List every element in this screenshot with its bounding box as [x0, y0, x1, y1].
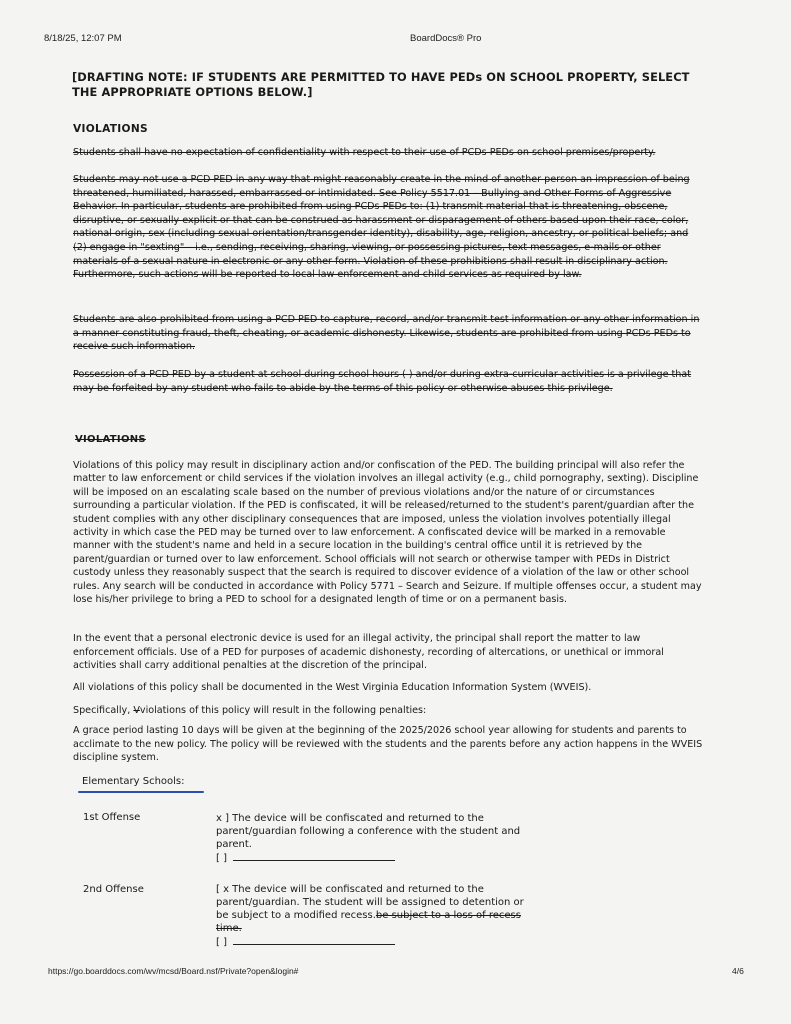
app-title: BoardDocs® Pro [410, 33, 482, 44]
footer-page-number: 4/6 [732, 966, 744, 976]
print-timestamp: 8/18/25, 12:07 PM [44, 33, 122, 44]
offense-2-blank-option [216, 935, 536, 949]
offense-2-struck-tail: be subject to a loss of recess [375, 910, 521, 921]
offense-1-label: 1st Offense [83, 812, 141, 823]
specifically-prefix: Specifically, [73, 705, 134, 716]
drafting-note: [DRAFTING NOTE: IF STUDENTS ARE PERMITTED TO HAVE PEDs ON SCHOOL PROPERTY, SELECT THE APPROPRIATE OPTIONS BELOW.] [72, 70, 690, 99]
elementary-schools-label: Elementary Schools: [82, 776, 185, 787]
specifically-struck-letter: V [133, 705, 140, 716]
offense-1-line-2: parent/guardian following a conference with the student and [216, 826, 521, 837]
offense-2-blank-checkbox: [ ] [216, 937, 227, 948]
offense-2-line-3 [216, 909, 536, 922]
paragraph-grace-period: A grace period lasting 10 days will be given at the beginning of the 2025/2026 school year allowing for students and parents to acclimate to the new policy. The policy will be reviewed with the students and the parents before any action happens in the WVEIS discipline system. [73, 725, 703, 764]
offense-1-line-1: x ] The device will be confiscated and returned to the [216, 813, 484, 824]
violations-heading-struck: VIOLATIONS [75, 434, 146, 445]
struck-paragraph-possession: Possession of a PCD PED by a student at school during school hours ( ) and/or during extra-curricular activities is a privilege that may be forfeited by any student who fails to abide by the terms of this policy or otherwise abuses this privilege. [73, 369, 692, 394]
offense-1-text [216, 812, 536, 865]
paragraph-violations-discipline: Violations of this policy may result in disciplinary action and/or confiscation of the PED. The building principal will also refer the matter to law enforcement or child services if the violation involves an illegal activity (e.g., child pornography, sexting). Discipline will be imposed on an escalating scale based on the number of previous violations and/or the nature of or circumstances surrounding a particular violation. If the PED is confiscated, it will be released/returned to the student's parent/guardian after the student complies with any other disciplinary consequences that are imposed, unless the violation involves potentially illegal activity in which case the PED may be turned over to law enforcement. A confiscated device will be marked in a removable manner with the student's name and held in a secure location in the building's central office until it is retrieved by the parent/guardian or turned over to law enforcement. School officials will not search or otherwise tamper with PEDs in District custody unless they reasonably suspect that the search is required to discover evidence of a violation of the law or other school rules. Any search will be conducted in accordance with Policy 5771 – Search and Seizure. If multiple offenses occur, a student may lose his/her privilege to bring a PED to school for a designated length of time or on a permanent basis. [73, 460, 702, 606]
struck-paragraph-prohibited-uses: Students may not use a PCD PED in any way that might reasonably create in the mind of another person an impression of being threatened, humiliated, harassed, embarrassed or intimidated. See Policy 5517.01 – Bullying and Other Forms of Aggressive Behavior. In particular, students are prohibited from using PCDs PEDs to: (1) transmit material that is threatening, obscene, disruptive, or sexually explicit or that can be construed as harassment or disparagement of others based upon their race, color, national origin, sex (including sexual orientation/transgender identity), disability, age, religion, ancestry, or political beliefs; and (2) engage in "sexting" – i.e., sending, receiving, sharing, viewing, or possessing pictures, text messages, e-mails or other materials of a sexual nature in electronic or any other form. Violation of these prohibitions shall result in disciplinary action. Furthermore, such actions will be reported to local law enforcement and child services as required by law. [73, 174, 690, 281]
offense-2-label: 2nd Offense [83, 884, 144, 895]
specifically-rest: violations of this policy will result in the following penalties: [139, 705, 427, 716]
offense-2-blank-line [233, 935, 395, 945]
offense-2-line-1: [ x The device will be confiscated and returned to the [216, 884, 484, 895]
paragraph-specifically [73, 704, 703, 718]
offense-1-blank-checkbox: [ ] [216, 853, 227, 864]
struck-paragraph-confidentiality: Students shall have no expectation of confidentiality with respect to their use of PCDs PEDs on school premises/property. [73, 147, 656, 158]
offense-1-blank-option [216, 851, 536, 865]
offense-2-line-3-text: be subject to a modified recess. [216, 910, 376, 921]
offense-2-struck-line: time. [216, 923, 242, 934]
paragraph-wveis-documentation: All violations of this policy shall be documented in the West Virginia Education Information System (WVEIS). [73, 682, 592, 693]
offense-1-blank-line [233, 851, 395, 861]
footer-url: https://go.boarddocs.com/wv/mcsd/Board.nsf/Private?open&login# [48, 966, 299, 976]
offense-2-text [216, 883, 536, 949]
offense-2-line-2: parent/guardian. The student will be assigned to detention or [216, 897, 524, 908]
struck-paragraph-academic-dishonesty: Students are also prohibited from using a PCD PED to capture, record, and/or transmit test information or any other information in a manner constituting fraud, theft, cheating, or academic dishonesty. Likewise, students are prohibited from using PCDs PEDs to receive such information. [73, 314, 700, 353]
offense-1-line-3: parent. [216, 839, 252, 850]
paragraph-illegal-activity: In the event that a personal electronic device is used for an illegal activity, the principal shall report the matter to law enforcement officials. Use of a PED for purposes of academic dishonesty, recording of altercations, or unethical or immoral activities shall carry additional penalties at the discretion of the principal. [73, 633, 664, 672]
violations-heading: VIOLATIONS [73, 123, 148, 135]
handwritten-underline [78, 791, 204, 793]
